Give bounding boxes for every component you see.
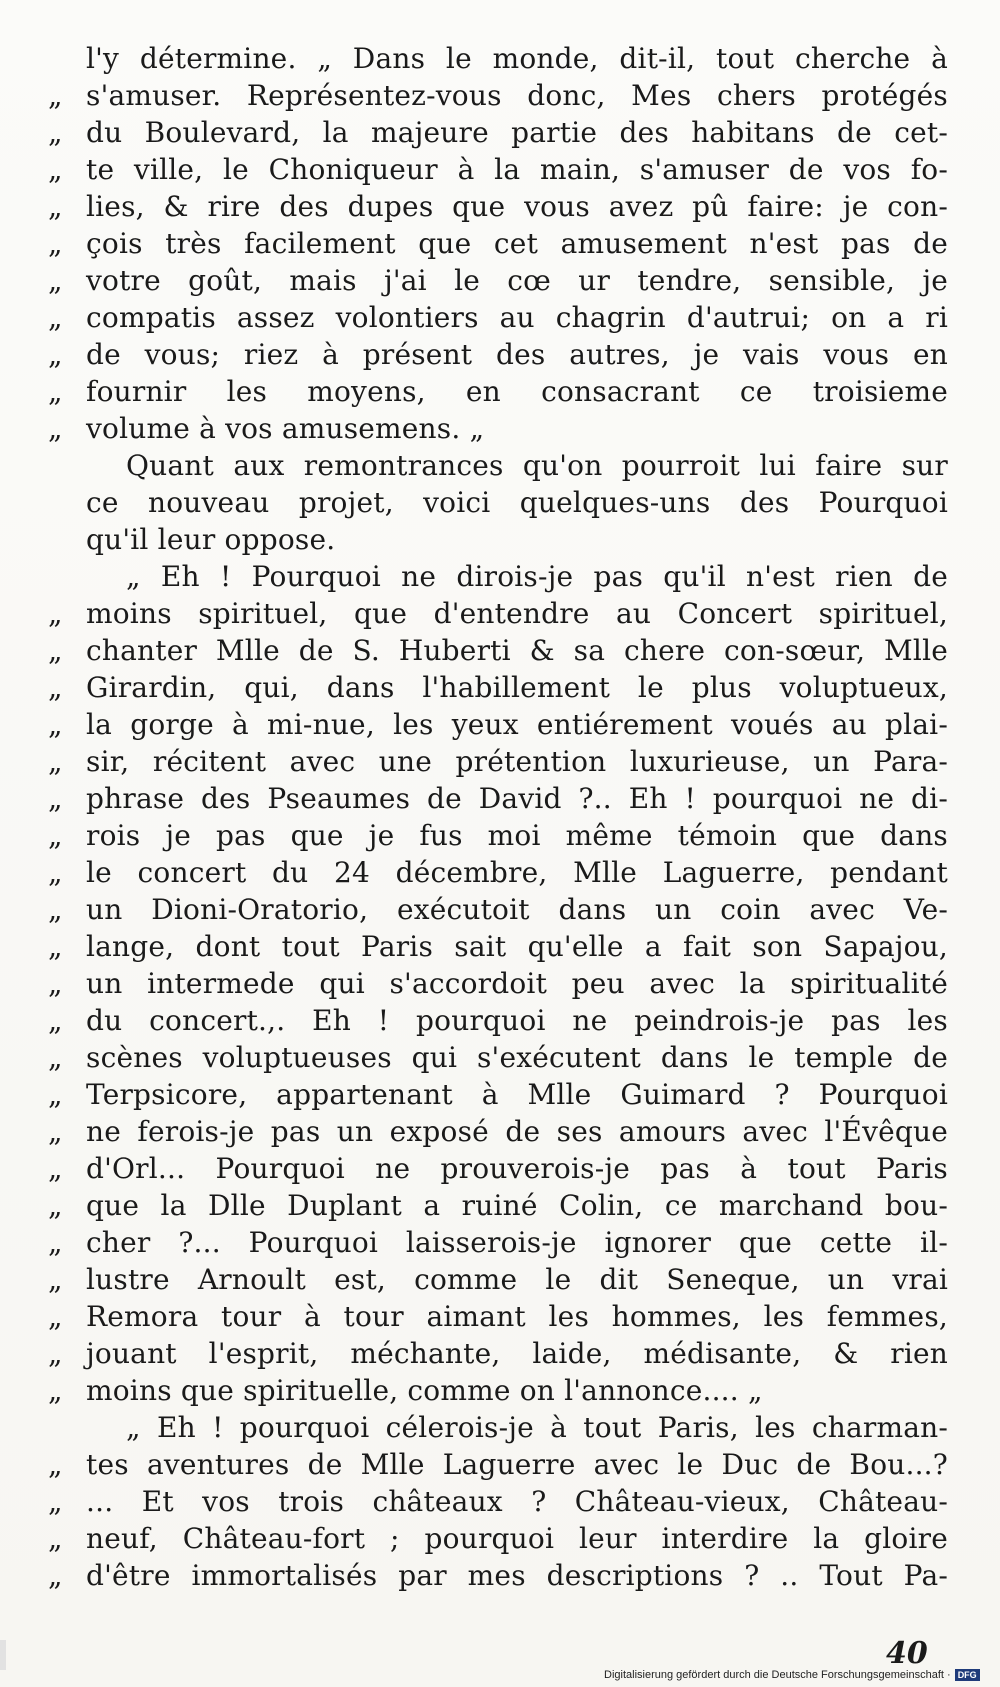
digitization-footer <box>604 1669 980 1681</box>
text-line <box>48 373 948 410</box>
line-text: que la Dlle Duplant a ruiné Colin, ce marchand bou- <box>86 1189 948 1222</box>
text-line <box>48 521 948 558</box>
quote-mark: „ <box>48 1522 63 1555</box>
quote-mark: „ <box>48 338 63 371</box>
quote-mark: „ <box>48 1448 63 1481</box>
text-line <box>48 669 948 706</box>
line-text: l'y détermine. „ Dans le monde, dit-il, tout cherche à <box>86 42 948 75</box>
text-line <box>48 891 948 928</box>
text-line <box>48 743 948 780</box>
line-text: ce nouveau projet, voici quelques-uns des Pourquoi <box>86 486 948 519</box>
line-text: moins que spirituelle, comme on l'annonce.... „ <box>86 1374 763 1407</box>
text-line <box>48 1557 948 1594</box>
quote-mark: „ <box>48 375 63 408</box>
quote-mark: „ <box>48 819 63 852</box>
text-line <box>48 484 948 521</box>
quote-mark: „ <box>48 745 63 778</box>
quote-mark: „ <box>48 671 63 704</box>
text-line <box>48 1335 948 1372</box>
text-line <box>48 1150 948 1187</box>
quote-mark: „ <box>48 1189 63 1222</box>
text-line <box>48 1002 948 1039</box>
quote-mark: „ <box>48 412 63 445</box>
text-line <box>48 965 948 1002</box>
quote-mark: „ <box>48 634 63 667</box>
line-text: Quant aux remontrances qu'on pourroit lui faire sur <box>126 449 948 482</box>
line-text: un Dioni-Oratorio, exécutoit dans un coin avec Ve- <box>86 893 948 926</box>
text-line <box>48 1224 948 1261</box>
line-text: ... Et vos trois châteaux ? Château-vieux, Château- <box>86 1485 948 1518</box>
line-text: d'Orl... Pourquoi ne prouverois-je pas à tout Paris <box>86 1152 948 1185</box>
quote-mark: „ <box>48 597 63 630</box>
quote-mark: „ <box>48 782 63 815</box>
quote-mark: „ <box>48 1485 63 1518</box>
text-line <box>48 854 948 891</box>
quote-mark: „ <box>48 708 63 741</box>
quote-mark: „ <box>48 967 63 1000</box>
quote-mark: „ <box>48 264 63 297</box>
line-text: lies, & rire des dupes que vous avez pû faire: je con- <box>86 190 948 223</box>
text-line <box>48 77 948 114</box>
line-text: phrase des Pseaumes de David ?.. Eh ! pourquoi ne di- <box>86 782 948 815</box>
line-text: s'amuser. Représentez-vous donc, Mes chers protégés <box>86 79 948 112</box>
text-line <box>48 558 948 595</box>
text-line <box>48 1446 948 1483</box>
line-text: volume à vos amusemens. „ <box>86 412 485 445</box>
line-text: sir, récitent avec une prétention luxurieuse, un Para- <box>86 745 948 778</box>
line-text: d'être immortalisés par mes descriptions ? .. Tout Pa- <box>86 1559 948 1592</box>
line-text: „ Eh ! pourquoi célerois-je à tout Paris, les charman- <box>126 1411 948 1444</box>
text-line <box>48 1372 948 1409</box>
footer-text: Digitalisierung gefördert durch die Deutsche Forschungsgemeinschaft · <box>604 1669 951 1681</box>
text-line <box>48 188 948 225</box>
text-line <box>48 1039 948 1076</box>
scan-edge <box>0 1640 6 1670</box>
page-number: 40 <box>886 1636 928 1671</box>
line-text: jouant l'esprit, méchante, laide, médisante, & rien <box>86 1337 948 1370</box>
quote-mark: „ <box>48 1337 63 1370</box>
line-text: moins spirituel, que d'entendre au Concert spirituel, <box>86 597 948 630</box>
line-text: Girardin, qui, dans l'habillement le plus voluptueux, <box>86 671 948 704</box>
text-line <box>48 706 948 743</box>
quote-mark: „ <box>48 1300 63 1333</box>
quote-mark: „ <box>48 153 63 186</box>
line-text: çois très facilement que cet amusement n'est pas de <box>86 227 948 260</box>
text-line <box>48 817 948 854</box>
text-line <box>48 336 948 373</box>
text-line <box>48 1409 948 1446</box>
text-line <box>48 928 948 965</box>
line-text: scènes voluptueuses qui s'exécutent dans le temple de <box>86 1041 948 1074</box>
line-text: tes aventures de Mlle Laguerre avec le Duc de Bou...? <box>86 1448 948 1481</box>
text-line <box>48 1261 948 1298</box>
text-line <box>48 1298 948 1335</box>
line-text: lustre Arnoult est, comme le dit Seneque, un vrai <box>86 1263 948 1296</box>
dfg-logo: DFG <box>955 1669 980 1681</box>
quote-mark: „ <box>48 856 63 889</box>
quote-mark: „ <box>48 1263 63 1296</box>
quote-mark: „ <box>48 1041 63 1074</box>
quote-mark: „ <box>48 79 63 112</box>
text-line <box>48 1113 948 1150</box>
text-line <box>48 114 948 151</box>
line-text: Remora tour à tour aimant les hommes, les femmes, <box>86 1300 948 1333</box>
line-text: votre goût, mais j'ai le cœ ur tendre, sensible, je <box>86 264 948 297</box>
quote-mark: „ <box>48 893 63 926</box>
quote-mark: „ <box>48 190 63 223</box>
text-line <box>48 40 948 77</box>
line-text: du concert.,. Eh ! pourquoi ne peindrois-je pas les <box>86 1004 948 1037</box>
line-text: ne ferois-je pas un exposé de ses amours avec l'Évêque <box>86 1115 948 1148</box>
line-text: rois je pas que je fus moi même témoin que dans <box>86 819 948 852</box>
line-text: chanter Mlle de S. Huberti & sa chere con-sœur, Mlle <box>86 634 948 667</box>
line-text: de vous; riez à présent des autres, je vais vous en <box>86 338 948 371</box>
quote-mark: „ <box>48 930 63 963</box>
line-text: neuf, Château-fort ; pourquoi leur interdire la gloire <box>86 1522 948 1555</box>
quote-mark: „ <box>48 116 63 149</box>
text-line <box>48 780 948 817</box>
text-line <box>48 1076 948 1113</box>
line-text: le concert du 24 décembre, Mlle Laguerre, pendant <box>86 856 948 889</box>
quote-mark: „ <box>48 1559 63 1592</box>
quote-mark: „ <box>48 1226 63 1259</box>
text-line <box>48 262 948 299</box>
body-text <box>48 40 948 1594</box>
line-text: „ Eh ! Pourquoi ne dirois-je pas qu'il n'est rien de <box>126 560 948 593</box>
line-text: la gorge à mi-nue, les yeux entiérement voués au plai- <box>86 708 948 741</box>
quote-mark: „ <box>48 301 63 334</box>
line-text: compatis assez volontiers au chagrin d'autrui; on a ri <box>86 301 948 334</box>
text-line <box>48 225 948 262</box>
line-text: Terpsicore, appartenant à Mlle Guimard ? Pourquoi <box>86 1078 948 1111</box>
line-text: du Boulevard, la majeure partie des habitans de cet- <box>86 116 948 149</box>
text-line <box>48 151 948 188</box>
quote-mark: „ <box>48 1004 63 1037</box>
line-text: lange, dont tout Paris sait qu'elle a fait son Sapajou, <box>86 930 948 963</box>
text-line <box>48 1520 948 1557</box>
text-line <box>48 410 948 447</box>
line-text: fournir les moyens, en consacrant ce troisieme <box>86 375 948 408</box>
line-text: cher ?... Pourquoi laisserois-je ignorer que cette il- <box>86 1226 948 1259</box>
text-line <box>48 299 948 336</box>
text-line <box>48 595 948 632</box>
quote-mark: „ <box>48 1078 63 1111</box>
quote-mark: „ <box>48 1152 63 1185</box>
quote-mark: „ <box>48 227 63 260</box>
line-text: te ville, le Choniqueur à la main, s'amuser de vos fo- <box>86 153 948 186</box>
line-text: un intermede qui s'accordoit peu avec la spiritualité <box>86 967 948 1000</box>
text-line <box>48 447 948 484</box>
line-text: qu'il leur oppose. <box>86 523 336 556</box>
text-line <box>48 1187 948 1224</box>
text-line <box>48 1483 948 1520</box>
quote-mark: „ <box>48 1115 63 1148</box>
text-line <box>48 632 948 669</box>
quote-mark: „ <box>48 1374 63 1407</box>
